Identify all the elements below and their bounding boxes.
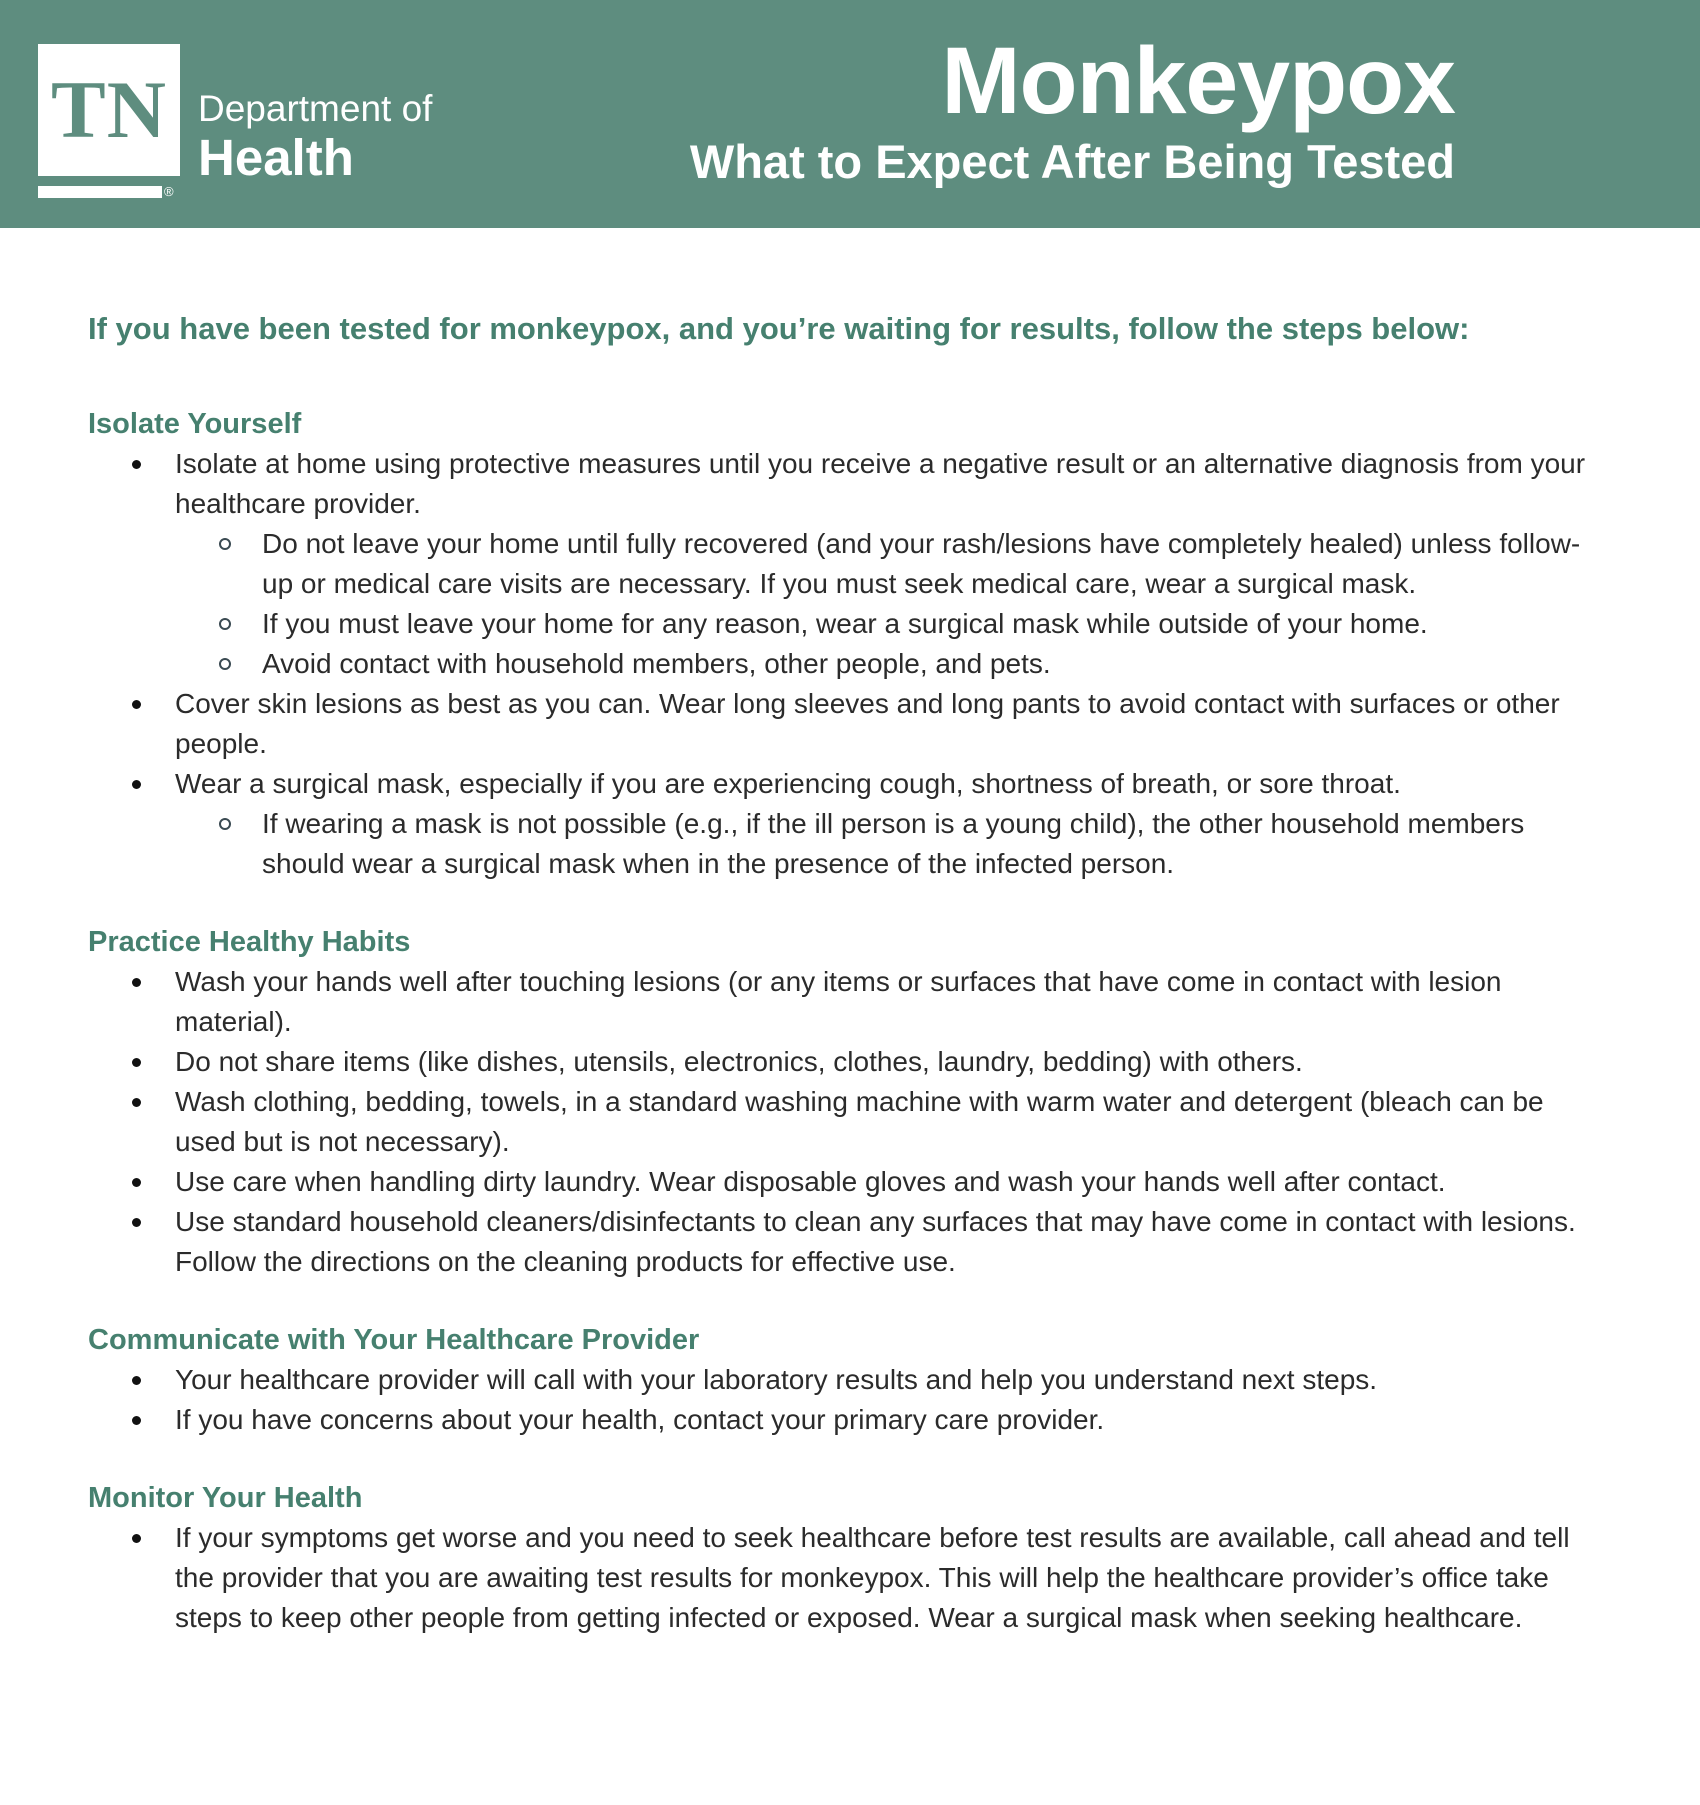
- header-banner: [0, 0, 1700, 228]
- list-item-text: Use standard household cleaners/disinfectants to clean any surfaces that may have come in contact with lesions. Follow the directions on the cleaning products for effective use.: [175, 1206, 1576, 1277]
- sub-bullet-list: [175, 524, 1610, 684]
- list-item: [88, 764, 1610, 884]
- intro-paragraph: If you have been tested for monkeypox, and you’re waiting for results, follow the steps below:: [88, 311, 1470, 346]
- section: [88, 404, 1610, 884]
- bullet-icon: [132, 1098, 141, 1107]
- section-heading: Monitor Your Health: [88, 1482, 363, 1514]
- section: [88, 922, 1610, 1282]
- circle-bullet-icon: [219, 658, 231, 670]
- sub-list-item-text: Avoid contact with household members, other people, and pets.: [262, 648, 1051, 679]
- bullet-icon: [132, 1416, 141, 1425]
- bullet-list: [88, 1518, 1610, 1638]
- sub-bullet-list: [175, 804, 1610, 884]
- tn-logo-box: [38, 44, 180, 176]
- list-item: [88, 684, 1610, 764]
- list-item: [88, 1400, 1610, 1440]
- header-titles: [690, 30, 1455, 189]
- list-item-text: Use care when handling dirty laundry. Wear disposable gloves and wash your hands well after contact.: [175, 1166, 1446, 1197]
- list-item-text: If your symptoms get worse and you need to seek healthcare before test results are available, call ahead and tell the provider that you are awaiting test results for monkeypox. This will help the healthcare provider’s office take steps to keep other people from getting infected or exposed. Wear a surgical mask when seeking healthcare.: [175, 1522, 1570, 1633]
- page-subtitle: What to Expect After Being Tested: [689, 134, 1455, 188]
- registered-mark: ®: [164, 184, 174, 199]
- bullet-list: [88, 962, 1610, 1282]
- section-heading: Practice Healthy Habits: [88, 926, 411, 958]
- list-item-text: Isolate at home using protective measures until you receive a negative result or an alternative diagnosis from your healthcare provider.: [175, 448, 1586, 519]
- bullet-icon: [132, 700, 141, 709]
- list-item: [88, 1518, 1610, 1638]
- list-item-text: Your healthcare provider will call with your laboratory results and help you understand next steps.: [175, 1364, 1378, 1395]
- sub-list-item-text: If wearing a mask is not possible (e.g., if the ill person is a young child), the other household members should wear a surgical mask when in the presence of the infected person.: [262, 808, 1525, 879]
- logo-health: Health: [198, 129, 354, 187]
- page-title: Monkeypox: [941, 28, 1455, 134]
- logo-text: [198, 44, 432, 185]
- circle-bullet-icon: [219, 538, 231, 550]
- list-item: [88, 1202, 1610, 1282]
- bullet-list: [88, 1360, 1610, 1440]
- list-item-text: Wash your hands well after touching lesions (or any items or surfaces that have come in contact with lesion material).: [175, 966, 1502, 1037]
- bullet-icon: [132, 460, 141, 469]
- sub-list-item-text: If you must leave your home for any reason, wear a surgical mask while outside of your home.: [262, 608, 1428, 639]
- content: [0, 228, 1700, 1638]
- bullet-icon: [132, 1376, 141, 1385]
- bullet-list: [88, 444, 1610, 884]
- tn-logo-underline: [38, 186, 162, 198]
- sub-list-item: [175, 644, 1610, 684]
- list-item-text: Do not share items (like dishes, utensils, electronics, clothes, laundry, bedding) with others.: [175, 1046, 1303, 1077]
- list-item: [88, 1042, 1610, 1082]
- tn-health-logo: [38, 44, 432, 198]
- bullet-icon: [132, 1534, 141, 1543]
- bullet-icon: [132, 1218, 141, 1227]
- list-item: [88, 1082, 1610, 1162]
- list-item: [88, 1360, 1610, 1400]
- bullet-icon: [132, 1058, 141, 1067]
- bullet-icon: [132, 780, 141, 789]
- section: [88, 1320, 1610, 1440]
- list-item-text: Wear a surgical mask, especially if you are experiencing cough, shortness of breath, or sore throat.: [175, 768, 1401, 799]
- sub-list-item: [175, 804, 1610, 884]
- logo-department-of: Department of: [198, 88, 433, 129]
- tn-logo-letters: TN: [51, 64, 167, 155]
- list-item: [88, 1162, 1610, 1202]
- circle-bullet-icon: [219, 818, 231, 830]
- circle-bullet-icon: [219, 618, 231, 630]
- sections: [88, 404, 1610, 1638]
- section-heading: Isolate Yourself: [88, 408, 302, 440]
- list-item-text: Wash clothing, bedding, towels, in a standard washing machine with warm water and detergent (bleach can be used but is not necessary).: [175, 1086, 1544, 1157]
- section-heading: Communicate with Your Healthcare Provider: [88, 1324, 700, 1356]
- bullet-icon: [132, 978, 141, 987]
- tn-logo-mark: [38, 44, 180, 198]
- list-item: [88, 962, 1610, 1042]
- list-item: [88, 444, 1610, 684]
- sub-list-item: [175, 604, 1610, 644]
- tn-logo-underline-row: [38, 185, 180, 198]
- list-item-text: Cover skin lesions as best as you can. Wear long sleeves and long pants to avoid contact with surfaces or other people.: [175, 688, 1560, 759]
- sub-list-item: [175, 524, 1610, 604]
- bullet-icon: [132, 1178, 141, 1187]
- section: [88, 1478, 1610, 1638]
- sub-list-item-text: Do not leave your home until fully recovered (and your rash/lesions have completely healed) unless follow-up or medical care visits are necessary. If you must seek medical care, wear a surgical mask.: [262, 528, 1581, 599]
- list-item-text: If you have concerns about your health, contact your primary care provider.: [175, 1404, 1105, 1435]
